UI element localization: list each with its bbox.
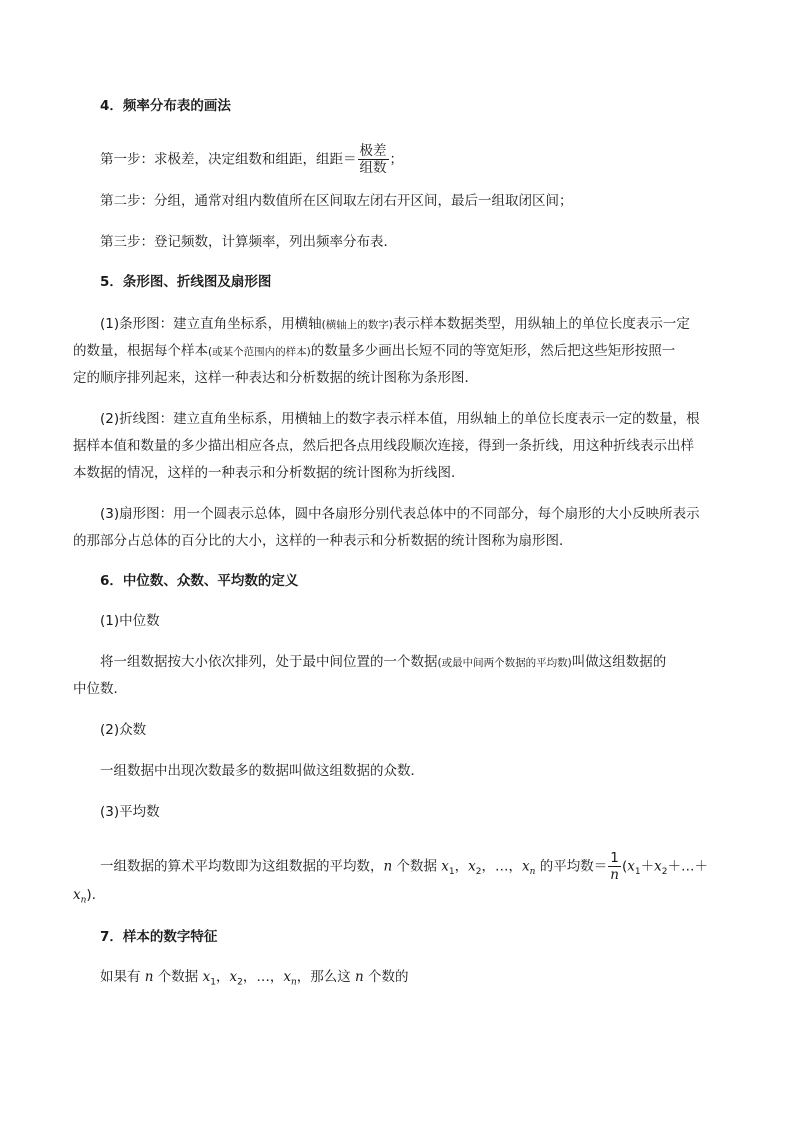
var-n: n <box>144 969 154 985</box>
bar-text-2c: 的数量多少画出长短不同的等宽矩形，然后把这些矩形按照一 <box>310 343 676 359</box>
step-1-line <box>100 143 403 176</box>
fraction-numerator: 极差 <box>359 143 387 159</box>
sep: ， <box>481 858 496 875</box>
var-x2: x <box>229 969 238 985</box>
mode-text: 一组数据中出现次数最多的数据叫做这组数据的众数． <box>100 763 424 779</box>
line-chart-line-2: 据样本值和数量的多少描出相应各点，然后把各点用线段顺次连接，得到一条折线，用这种折线表示出样 <box>73 438 694 454</box>
var-xn: x <box>522 858 530 875</box>
mean-text-b: 个数据 <box>392 858 442 875</box>
intro-d: 个数的 <box>363 969 409 985</box>
sep: ， <box>269 969 284 985</box>
pie-chart-line-1: (3)扇形图：用一个圆表示总体，圆中各扇形分别代表总体中的不同部分，每个扇形的大小反映所表示 <box>100 506 700 522</box>
median-line-1 <box>100 652 666 673</box>
section-6-heading: 6．中位数、众数、平均数的定义 <box>100 573 299 589</box>
bar-note-axis: (横轴上的数字) <box>321 319 393 331</box>
fraction-denominator: 组数 <box>359 160 387 176</box>
fraction-numerator: 1 <box>608 850 621 867</box>
bar-chart-line-2 <box>73 341 675 362</box>
median-title: (1)中位数 <box>100 613 160 629</box>
bar-text-c: 表示样本数据类型，用纵轴上的单位长度表示一定 <box>392 316 690 332</box>
fraction-denominator: n <box>610 867 619 883</box>
var-xn: x <box>283 969 291 985</box>
mean-text-a: 一组数据的算术平均数即为这组数据的平均数， <box>100 858 384 875</box>
sep: ， <box>215 969 230 985</box>
intro-c: ，那么这 <box>296 969 356 985</box>
section-7-intro <box>100 967 409 993</box>
one-over-n-fraction <box>608 850 621 883</box>
section-7-heading: 7．样本的数字特征 <box>100 929 218 945</box>
section-4-heading: 4．频率分布表的画法 <box>100 98 231 114</box>
mean-line-2 <box>73 885 105 911</box>
sub-1: 1 <box>210 977 216 988</box>
sub-1: 1 <box>634 867 641 878</box>
intro-b: 个数据 <box>153 969 203 985</box>
mean-title: (3)平均数 <box>100 804 160 820</box>
sep: ， <box>242 969 257 985</box>
median-text-c: 叫做这组数据的 <box>571 654 667 670</box>
plus: ＋ <box>694 858 708 875</box>
mean-line-1 <box>100 850 708 883</box>
sub-n: n <box>80 895 87 906</box>
bar-chart-line-1 <box>100 314 690 335</box>
step-1-end: ； <box>389 151 403 168</box>
bar-chart-line-3: 定的顺序排列起来，这样一种表达和分析数据的统计图称为条形图． <box>73 370 478 386</box>
sub-1: 1 <box>448 867 455 878</box>
group-width-fraction <box>358 143 389 176</box>
mean-text-c: 的平均数 <box>535 858 594 875</box>
step-2-line: 第二步：分组，通常对组内数值所在区间取左闭右开区间，最后一组取闭区间； <box>100 193 573 209</box>
bar-note-range: (或某个范围内的样本) <box>208 346 311 358</box>
median-text-a: 将一组数据按大小依次排列，处于最中间位置的一个数据 <box>100 654 438 670</box>
bar-text-2a: 的数量，根据每个样本 <box>73 343 208 359</box>
var-x2: x <box>654 858 662 875</box>
line-chart-line-1: (2)折线图：建立直角坐标系，用横轴上的数字表示样本值，用纵轴上的单位长度表示一定的数量，根 <box>100 411 700 427</box>
var-xn: x <box>73 887 81 903</box>
sub-2: 2 <box>661 867 668 878</box>
step-1-text: 第一步：求极差，决定组数和组距，组距＝ <box>100 151 357 168</box>
equals-sign: ＝ <box>593 858 608 875</box>
bar-text-a: (1)条形图：建立直角坐标系，用横轴 <box>100 316 322 332</box>
var-x2: x <box>468 858 476 875</box>
intro-a: 如果有 <box>100 969 145 985</box>
line-chart-line-3: 本数据的情况，这样的一种表示和分析数据的统计图称为折线图． <box>73 465 465 481</box>
sub-n: n <box>290 977 297 988</box>
var-x1: x <box>627 858 635 875</box>
mode-title: (2)众数 <box>100 722 147 738</box>
var-n: n <box>355 969 364 985</box>
ellipsis: … <box>680 858 695 875</box>
ellipsis: … <box>495 858 509 875</box>
section-5-heading: 5．条形图、折线图及扇形图 <box>100 274 272 290</box>
pie-chart-line-2: 的那部分占总体的百分比的大小，这样的一种表示和分析数据的统计图称为扇形图． <box>73 533 573 549</box>
sub-2: 2 <box>237 977 243 988</box>
var-n: n <box>383 858 393 875</box>
median-line-2: 中位数． <box>73 681 127 697</box>
var-x1: x <box>202 969 211 985</box>
sep: ， <box>454 858 469 875</box>
ellipsis: … <box>256 969 270 985</box>
sep: ， <box>508 858 523 875</box>
step-3-line: 第三步：登记频数，计算频率，列出频率分布表． <box>100 234 397 250</box>
mean-end: )． <box>86 887 106 903</box>
sub-2: 2 <box>475 867 482 878</box>
var-x1: x <box>441 858 449 875</box>
plus: ＋ <box>640 858 655 875</box>
plus: ＋ <box>667 858 681 875</box>
sub-n: n <box>529 867 536 878</box>
median-note: (或最中间两个数据的平均数) <box>437 657 572 669</box>
open-paren: ( <box>621 858 628 875</box>
